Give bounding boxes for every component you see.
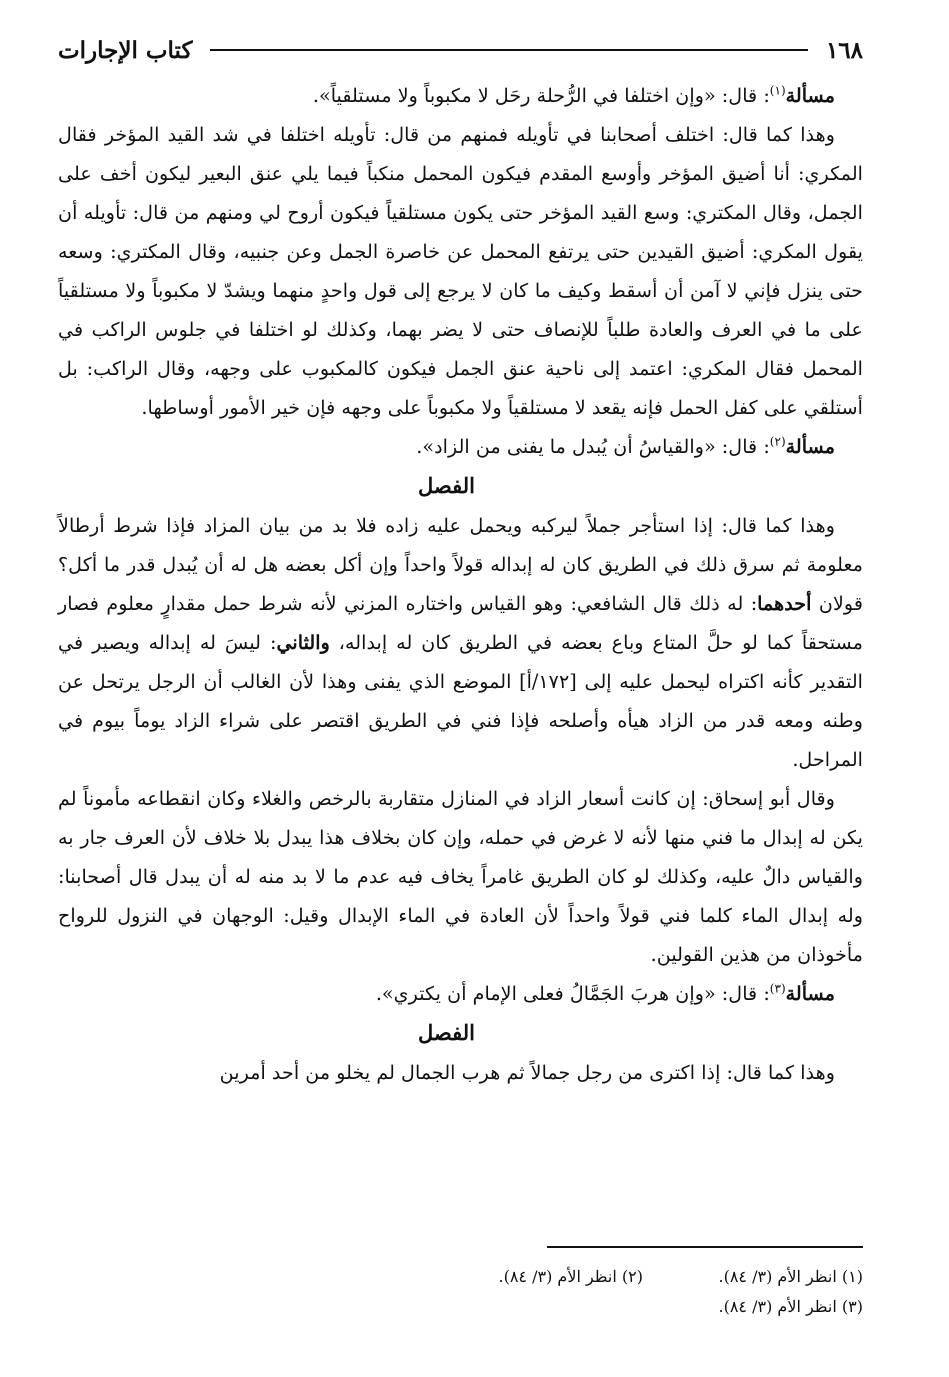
footnote-ref: (١) — [769, 83, 786, 98]
masala-label: مسألة — [785, 982, 835, 1005]
paragraph-text: : له ذلك قال الشافعي: وهو القياس واختاره المزني لأنه شرط حمل مقدارٍ معلوم فصار مستحقاً كما لو حلَّ المتاع وباع بعضه في الطريق كان له إبداله، — [58, 592, 863, 654]
paragraph-4: وهذا كما قال: إذا اكترى من رجل جمالاً ثم هرب الجمال لم يخلو من أحد أمرين — [219, 1061, 835, 1084]
masala-text: : قال: «والقياسُ أن يُبدل ما يفنى من الزاد». — [416, 435, 770, 458]
masala-2 — [58, 427, 863, 466]
section-heading-2: الفصل — [418, 1020, 475, 1045]
footnotes — [58, 1246, 863, 1322]
footnote-row — [58, 1262, 863, 1292]
masala-label: مسألة — [785, 435, 835, 458]
section-heading-1: الفصل — [418, 473, 475, 498]
page-number: ١٦٨ — [825, 36, 863, 64]
footnote-rule — [547, 1246, 863, 1248]
page-header — [58, 28, 863, 72]
book-title: كتاب الإجارات — [58, 36, 193, 64]
footnote-1: (١) انظر الأم (٣/ ٨٤). — [718, 1267, 863, 1286]
footnote-ref: (٣) — [769, 981, 786, 996]
footnote-row — [58, 1292, 863, 1322]
emphasis-first: أحدهما — [757, 592, 812, 615]
main-text — [58, 76, 863, 1092]
paragraph-3: وقال أبو إسحاق: إن كانت أسعار الزاد في المنازل متقاربة بالرخص والغلاء وكان انقطاعه مأموناً لم يكن له إبدال ما فني منها لأنه لا غرض في حمله، وإن كان بخلاف هذا يبدل بلا خلاف لأن العرف جار به والقياس دالٌ عليه، وكذلك لو كان الطريق غامراً يخاف فيه عدم ما لا بد منه له أن يبدل قال أصحابنا: وله إبدال الماء كلما فني قولاً واحداً لأن العادة في الماء الإبدال وقيل: الوجهان في النزول للرواح مأخوذان من هذين القولين. — [58, 787, 863, 966]
header-rule — [210, 49, 807, 51]
paragraph-text: : ليسَ له إبداله ويصير في التقدير كأنه اكتراه ليحمل عليه إلى [١٧٢/أ] الموضع الذي يفنى وهذا لأن الغالب أن الرجل يرتحل عن وطنه ومعه قدر من الزاد هيأه وأصلحه فإذا فني في الطريق اقتصر على شراء الزاد يوماً بيوم في المراحل. — [58, 631, 863, 771]
emphasis-second: والثاني — [276, 631, 330, 654]
masala-text: : قال: «وإن هربَ الجَمَّالُ فعلى الإمام أن يكتري». — [375, 982, 770, 1005]
paragraph-1: وهذا كما قال: اختلف أصحابنا في تأويله فمنهم من قال: تأويله اختلفا في شد القيد المؤخر فقال المكري: أنا أضيق المؤخر وأوسع المقدم فيكون المحمل منكباً فيما يلي عنق البعير ليكون أخف على الجمل، وقال المكتري: وسع القيد المؤخر حتى يكون مستلقياً فيكون أروح لي ومنهم من قال: تأويله أن يقول المكري: أضيق القيدين حتى يرتفع المحمل عن خاصرة الجمل وعن جنبيه، وقال المكتري: وسعه حتى ينزل فإني لا آمن أن أسقط وكيف ما كان لا يرجع إلى قول واحدٍ منهما ويشدّ لا مكبوباً ولا مستلقياً على ما في العرف والعادة طلباً للإنصاف حتى لا يضر بهما، وكذلك لو اختلفا في جلوس الراكب في المحمل فقال المكري: اعتمد إلى ناحية عنق الجمل فيكون كالمكبوب على وجهه، وقال الراكب: بل أستلقي على كفل الحمل فإنه يقعد لا مستلقياً ولا مكبوباً على وجهه فإن خير الأمور أوساطها. — [58, 123, 863, 419]
paragraph-2 — [58, 506, 863, 779]
masala-label: مسألة — [785, 84, 835, 107]
masala-3 — [58, 974, 863, 1013]
footnote-2: (٢) انظر الأم (٣/ ٨٤). — [498, 1267, 643, 1286]
masala-text: : قال: «وإن اختلفا في الرُّحلة رحَل لا مكبوباً ولا مستلقياً». — [312, 84, 770, 107]
book-page — [58, 28, 863, 1337]
footnote-3: (٣) انظر الأم (٣/ ٨٤). — [718, 1297, 863, 1316]
masala-1 — [58, 76, 863, 115]
paragraph-text: وهذا كما قال: إذا استأجر جملاً ليركبه ويحمل عليه زاده فلا بد من بيان المزاد فإذا شرط أرطالاً معلومة ثم سرق ذلك في الطريق كان له إبداله قولاً واحداً وإن أكل بعضه هل له أن يُبدل قدر ما أكل؟ قولان — [58, 514, 864, 615]
footnote-ref: (٢) — [769, 434, 786, 449]
